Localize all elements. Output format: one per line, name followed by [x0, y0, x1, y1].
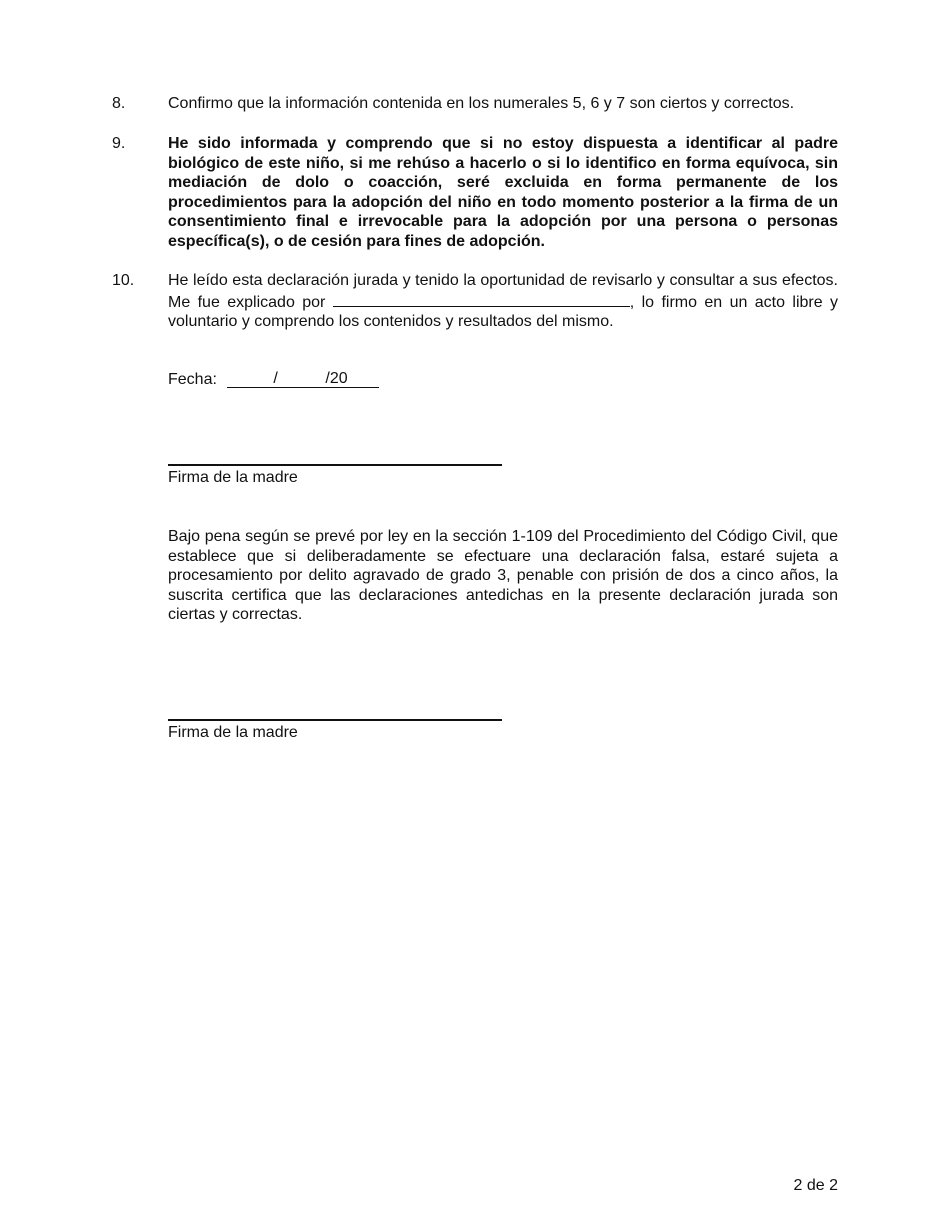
list-item-10: [112, 271, 838, 332]
signature-label-1: Firma de la madre: [168, 469, 298, 486]
date-field[interactable]: [227, 369, 379, 388]
item-text-before: He leído esta declaración jurada y tenido la oportunidad de revisarlo y consultar a sus efectos. Me fue explicado por: [168, 272, 838, 311]
list-item-8: [112, 94, 838, 114]
date-separator: /: [273, 370, 278, 387]
explained-by-field[interactable]: [333, 291, 630, 307]
page-number: 2 de 2: [793, 1177, 838, 1194]
signature-label-2: Firma de la madre: [168, 724, 298, 741]
signature-line-1[interactable]: [168, 464, 502, 466]
item-text-bold: He sido informada y comprendo que si no estoy dispuesta a identificar al padre biológico de este niño, si me rehúso a hacerlo o si lo identifico en forma equívoca, sin mediación de dolo o coacción, seré excluida en forma permanente de los procedimientos para la adopción del niño en todo momento posterior a la firma de un consentimiento final e irrevocable para la adopción por una persona o personas específica(s), o de cesión para fines de adopción.: [168, 135, 838, 250]
date-row: [168, 369, 379, 390]
date-year-prefix: /20: [325, 370, 348, 387]
item-text-after: , lo firmo en un acto libre y voluntario y comprendo los contenidos y resultados del mismo.: [168, 293, 839, 331]
item-text: [168, 271, 838, 332]
signature-line-2[interactable]: [168, 719, 502, 721]
item-number: 8.: [112, 95, 126, 112]
list-item-9: [112, 134, 838, 252]
penalty-paragraph: Bajo pena según se prevé por ley en la sección 1-109 del Procedimiento del Código Civil, que establece que si deliberadamente se efectuare una declaración falsa, estaré sujeta a procesamiento por delito agravado de grado 3, penable con prisión de dos a cinco años, la suscrita certifica que las declaraciones antedichas en la presente declaración jurada son ciertas y correctas.: [168, 528, 838, 624]
item-number: 10.: [112, 272, 135, 289]
item-number: 9.: [112, 135, 126, 152]
date-label: Fecha:: [168, 371, 217, 388]
item-text: Confirmo que la información contenida en los numerales 5, 6 y 7 son ciertos y correctos.: [168, 95, 795, 112]
